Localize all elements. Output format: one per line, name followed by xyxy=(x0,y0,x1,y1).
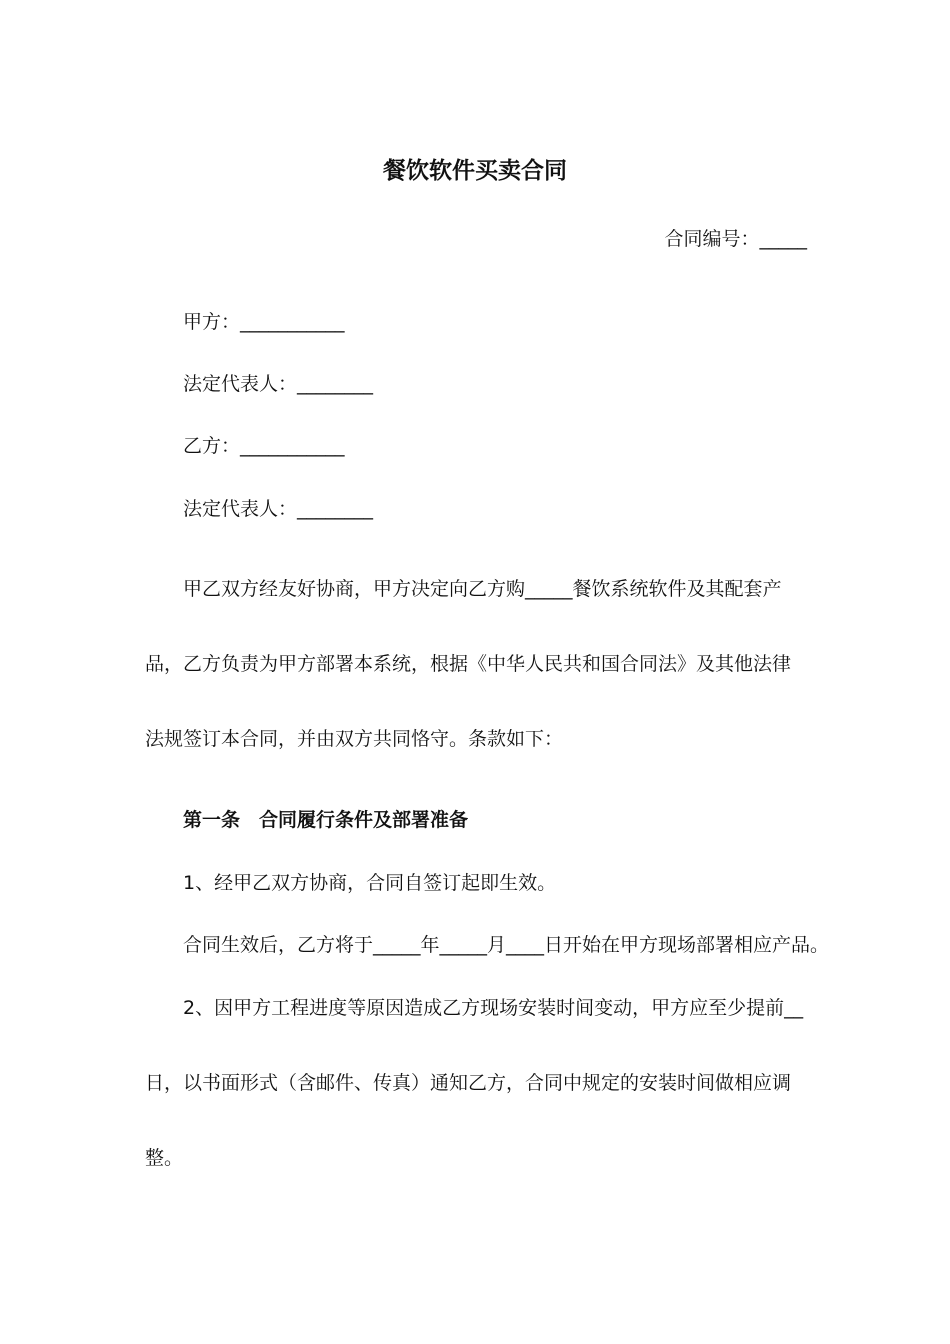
intro-paragraph-line: 甲乙双方经友好协商，甲方决定向乙方购_____餐饮系统软件及其配套产 xyxy=(183,578,782,600)
document-title: 餐饮软件买卖合同 xyxy=(383,158,567,184)
clause-2-line: 2、因甲方工程进度等原因造成乙方现场安装时间变动，甲方应至少提前__ xyxy=(183,997,804,1019)
clause-2-line: 日，以书面形式（含邮件、传真）通知乙方，合同中规定的安装时间做相应调 xyxy=(145,1072,792,1094)
contract-number: 合同编号：_____ xyxy=(664,228,807,250)
party-a-field: 甲方：___________ xyxy=(183,311,345,333)
intro-paragraph-line: 品，乙方负责为甲方部署本系统，根据《中华人民共和国合同法》及其他法律 xyxy=(145,653,792,675)
article-1-heading: 第一条 合同履行条件及部署准备 xyxy=(183,809,469,831)
party-b-representative-field: 法定代表人：________ xyxy=(183,498,374,520)
party-b-field: 乙方：___________ xyxy=(183,435,345,457)
intro-paragraph-line: 法规签订本合同，并由双方共同恪守。条款如下： xyxy=(145,728,564,750)
clause-1-line: 1、经甲乙双方协商，合同自签订起即生效。 xyxy=(183,872,557,894)
clause-2-line: 整。 xyxy=(145,1147,184,1169)
clause-1-line: 合同生效后，乙方将于_____年_____月____日开始在甲方现场部署相应产品。 xyxy=(183,934,830,956)
party-a-representative-field: 法定代表人：________ xyxy=(183,373,374,395)
